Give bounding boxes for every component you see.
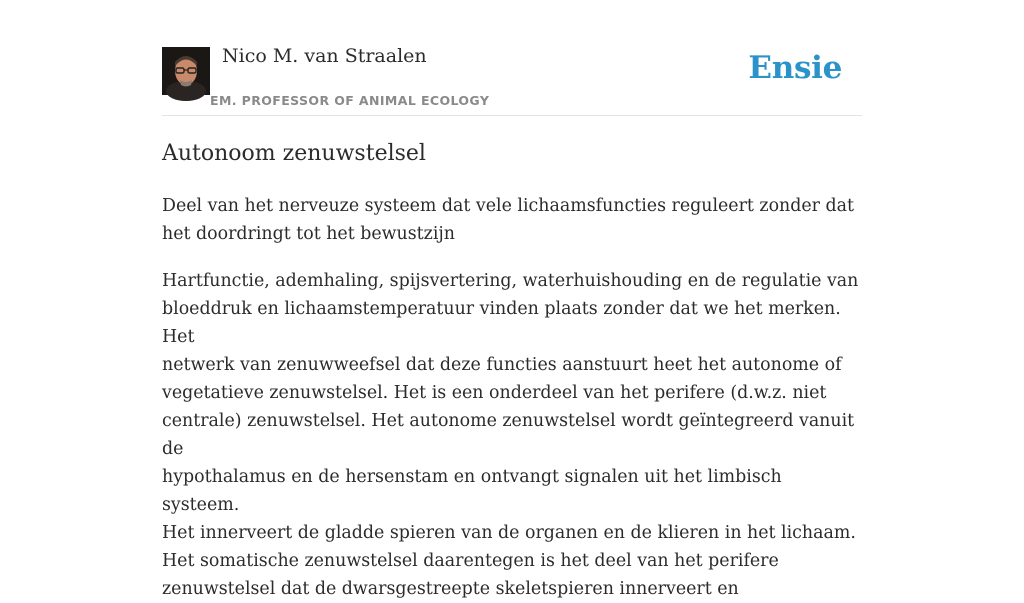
ensie-logo[interactable]: Ensie: [748, 50, 842, 86]
author-portrait-icon: [162, 47, 210, 95]
article-lead: Deel van het nerveuze systeem dat vele lichaamsfuncties reguleert zonder dat het doordringt tot het bewustzijn: [162, 196, 855, 244]
article-body: Hartfunctie, ademhaling, spijsvertering, waterhuishouding en de regulatie van bloeddruk en lichaamstemperatuur vinden plaats zonder dat we het merken. Het netwerk van zenuwweefsel dat deze functies aanstuurt heet het autonome of vegetatieve zenuwstelsel. Het is een onderdeel van het perifere (d.w.z. niet centrale) zenuwstelsel. Het autonome zenuwstelsel wordt geïntegreerd vanuit de hypothalamus en de hersenstam en ontvangt signalen uit het limbisch systeem. Het innerveert de gladde spieren van de organen en de klieren in het lichaam. Het somatische zenuwstelsel daarentegen is het deel van het perifere zenuwstelsel dat de dwarsgestreepte skeletspieren innerveert en: [162, 271, 859, 599]
article: [162, 138, 862, 603]
avatar[interactable]: [162, 47, 210, 95]
author-name[interactable]: Nico M. van Straalen: [222, 45, 427, 67]
article-title: Autonoom zenuwstelsel: [162, 141, 426, 166]
author-header: [162, 0, 862, 116]
author-title: EM. PROFESSOR OF ANIMAL ECOLOGY: [210, 93, 490, 108]
